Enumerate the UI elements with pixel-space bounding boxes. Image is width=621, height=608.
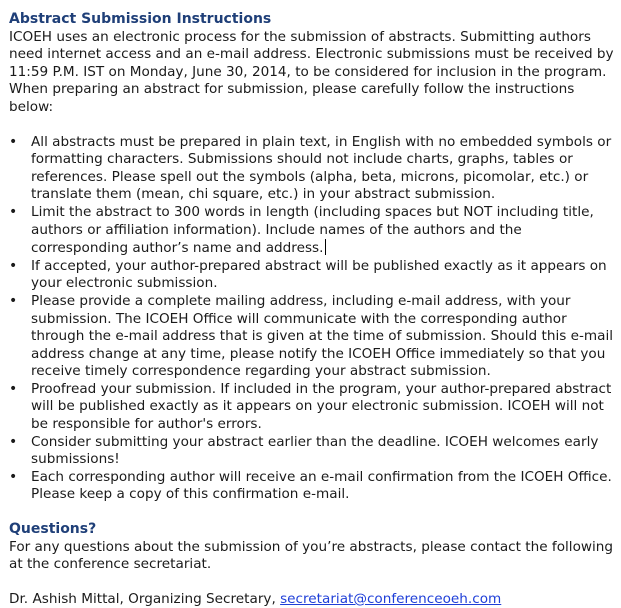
abstract-instructions-page bbox=[9, 11, 619, 608]
bullet-icon: • bbox=[9, 203, 18, 220]
bullet-icon: • bbox=[9, 433, 18, 450]
intro-paragraph-2: When preparing an abstract for submission, please carefully follow the instructions below: bbox=[9, 81, 575, 115]
instructions-list bbox=[9, 134, 619, 504]
bullet-icon: • bbox=[9, 380, 18, 397]
questions-section bbox=[9, 521, 619, 574]
bullet-icon: • bbox=[9, 468, 18, 485]
list-item bbox=[9, 381, 619, 434]
list-item bbox=[9, 258, 619, 293]
list-item bbox=[9, 469, 619, 504]
bullet-icon: • bbox=[9, 257, 18, 274]
list-item bbox=[9, 134, 619, 204]
list-item-text: All abstracts must be prepared in plain text, in English with no embedded symbols or formatting characters. Submissions should not include charts, graphs, tables or references. Please spell out the symbols (alpha, beta, microns, picomolar, etc.) or translate them (mean, chi square, etc.) in your abstract submission. bbox=[31, 133, 612, 203]
bullet-icon: • bbox=[9, 292, 18, 309]
list-item-text: Each corresponding author will receive an e-mail confirmation from the ICOEH Office. Please keep a copy of this confirmation e-mail. bbox=[31, 468, 612, 503]
instructions-heading: Abstract Submission Instructions bbox=[9, 11, 272, 27]
list-item-text: Limit the abstract to 300 words in length (including spaces but NOT including title, authors or affiliation information). Include names of the authors and the corresponding author’s name and address. bbox=[31, 203, 594, 257]
list-item-text: Please provide a complete mailing address, including e-mail address, with your submission. The ICOEH Office will communicate with the corresponding author through the e-mail address that is given at the time of submission. Should this e-mail address change at any time, please notify the ICOEH Office immediately so that you receive timely correspondence regarding your abstract submission. bbox=[31, 292, 614, 380]
bullet-icon: • bbox=[9, 133, 18, 150]
list-item bbox=[9, 204, 619, 258]
list-item bbox=[9, 293, 619, 381]
list-item-text: Proofread your submission. If included in the program, your author-prepared abstract will be published exactly as it appears on your electronic submission. ICOEH will not be responsible for author's errors. bbox=[31, 380, 612, 433]
questions-text: For any questions about the submission of you’re abstracts, please contact the following at the conference secretariat. bbox=[9, 538, 614, 573]
contact-line bbox=[9, 591, 619, 608]
list-item bbox=[9, 434, 619, 469]
secretariat-email-link[interactable]: secretariat@conferenceoeh.com bbox=[280, 590, 502, 607]
list-item-text: Consider submitting your abstract earlier than the deadline. ICOEH welcomes early submissions! bbox=[31, 433, 599, 468]
intro-paragraph: ICOEH uses an electronic process for the submission of abstracts. Submitting authors need internet access and an e-mail address. Electronic submissions must be received by 11:59 P.M. IST on Monday, June 30, 2014, to be considered for inclusion in the program. bbox=[9, 28, 614, 80]
text-cursor bbox=[325, 239, 326, 255]
list-item-text: If accepted, your author-prepared abstract will be published exactly as it appears on your electronic submission. bbox=[31, 257, 607, 292]
contact-name: Dr. Ashish Mittal, Organizing Secretary, bbox=[9, 590, 281, 607]
questions-heading: Questions? bbox=[9, 521, 97, 538]
